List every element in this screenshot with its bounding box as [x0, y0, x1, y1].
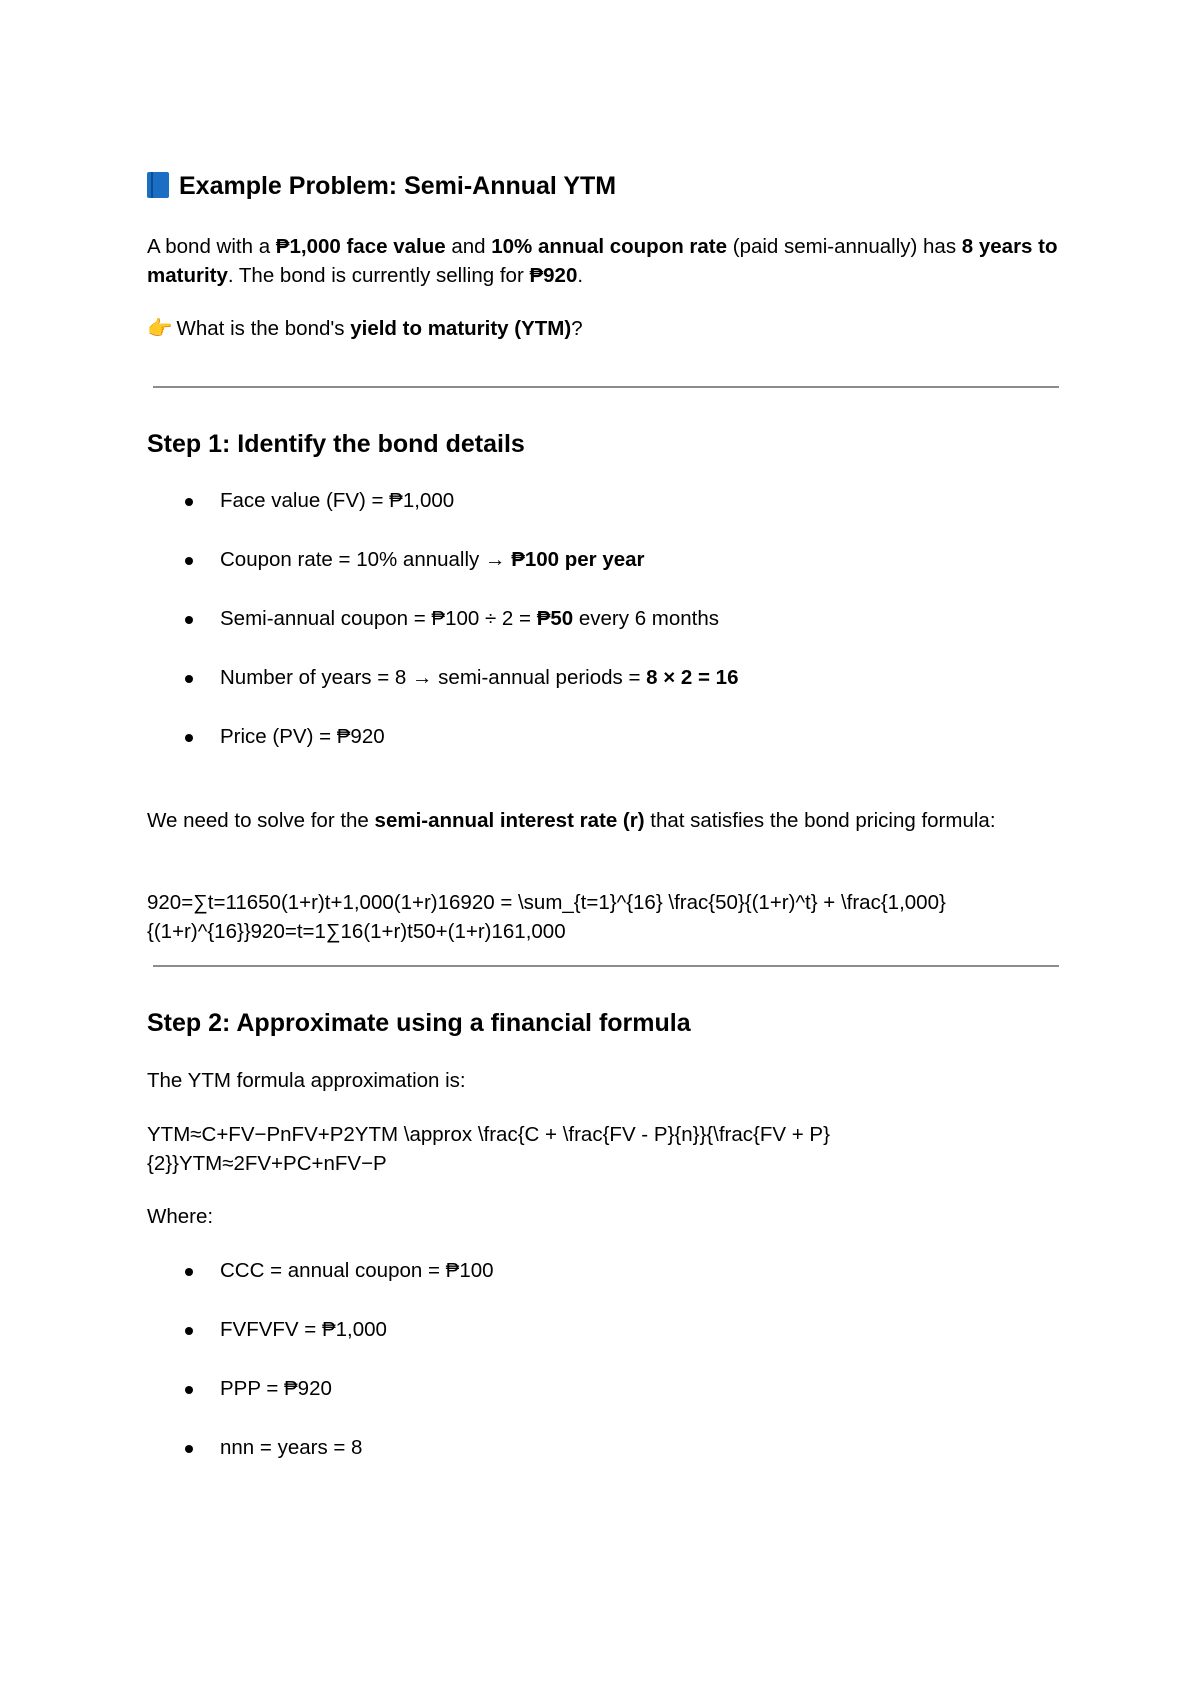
bullet: [185, 1445, 193, 1453]
pricing-formula: 920=∑t=11650(1+r)t+1,000(1+r)16920 = \sum_{t=1}^{16} \frac{50}{(1+r)^t} + \frac{1,000}{(1+r)^{16}}920=t=1∑16(1+r)t50+(1+r)161,000: [147, 891, 946, 943]
divider: [153, 386, 1059, 388]
bullet: [185, 498, 193, 506]
divider: [153, 965, 1059, 967]
bullet: [185, 734, 193, 742]
blue-book-icon: [147, 172, 169, 198]
intro-paragraph: A bond with a ₱1,000 face value and 10% annual coupon rate (paid semi-annually) has 8 years to maturity. The bond is currently selling for ₱920.: [147, 235, 1058, 287]
pointing-hand-icon: 👉: [147, 317, 173, 340]
page-title: Example Problem: Semi-Annual YTM: [147, 172, 616, 201]
bullet: [185, 616, 193, 624]
bullet: [185, 675, 193, 683]
step2-heading: Step 2: Approximate using a financial formula: [147, 1009, 691, 1037]
bullet: [185, 1268, 193, 1276]
bullet: [185, 557, 193, 565]
ytm-formula: YTM≈C+FV−PnFV+P2YTM \approx \frac{C + \frac{FV - P}{n}}{\frac{FV + P}{2}}YTM≈2FV+PC+nFV−P: [147, 1123, 830, 1175]
bullet: [185, 1386, 193, 1394]
step1-heading: Step 1: Identify the bond details: [147, 430, 525, 458]
where-label: Where:: [147, 1205, 214, 1228]
bullet: [185, 1327, 193, 1335]
question-paragraph: 👉 What is the bond's yield to maturity (YTM)?: [147, 314, 1067, 343]
solve-paragraph: We need to solve for the semi-annual interest rate (r) that satisfies the bond pricing formula:: [147, 809, 996, 832]
ytm-intro: The YTM formula approximation is:: [147, 1069, 466, 1092]
